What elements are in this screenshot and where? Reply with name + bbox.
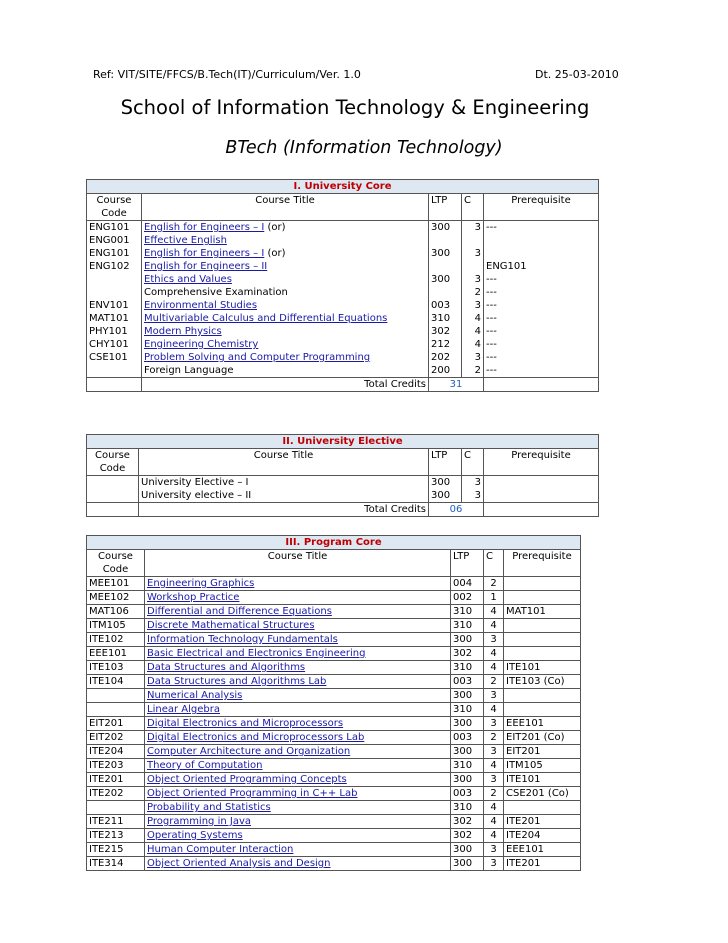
course-prerequisite: ITE103 (Co) — [504, 675, 581, 689]
course-code: ITE215 — [87, 843, 145, 857]
course-title — [145, 759, 451, 773]
course-title — [142, 312, 429, 325]
course-credits: 3 — [484, 689, 504, 703]
course-title-link[interactable]: Ethics and Values — [144, 274, 232, 285]
course-prerequisite: --- — [484, 286, 599, 299]
course-title — [142, 364, 429, 378]
course-code — [87, 689, 145, 703]
table-row — [87, 857, 581, 871]
total-empty — [87, 503, 139, 517]
course-title — [145, 857, 451, 871]
course-ltp: 003 — [429, 299, 462, 312]
course-code: ENG101 — [87, 247, 142, 260]
course-credits: 2 — [484, 577, 504, 591]
course-ltp: 310 — [451, 605, 484, 619]
section-heading-row — [87, 435, 599, 449]
course-ltp: 212 — [429, 338, 462, 351]
course-code — [87, 703, 145, 717]
course-ltp — [429, 234, 462, 247]
course-prerequisite: EEE101 — [504, 717, 581, 731]
table-row — [87, 815, 581, 829]
column-header-c: C — [484, 550, 504, 577]
course-code: ITE213 — [87, 829, 145, 843]
course-ltp: 300 — [429, 221, 462, 235]
course-title-link[interactable]: Theory of Computation — [147, 760, 263, 771]
table-row — [87, 689, 581, 703]
course-prerequisite: ITE101 — [504, 661, 581, 675]
column-header-course-code — [87, 550, 145, 577]
table-row — [87, 312, 599, 325]
course-credits: 4 — [462, 312, 484, 325]
course-credits: 4 — [484, 619, 504, 633]
course-title-text: University Elective – I — [141, 477, 249, 488]
table-row — [87, 247, 599, 260]
course-title — [142, 351, 429, 364]
course-code: ITE211 — [87, 815, 145, 829]
course-credits: 2 — [484, 675, 504, 689]
course-title-link[interactable]: Discrete Mathematical Structures — [147, 620, 315, 631]
column-header-prerequisite: Prerequisite — [504, 550, 581, 577]
table-row — [87, 338, 599, 351]
course-prerequisite — [504, 577, 581, 591]
course-credits: 4 — [462, 338, 484, 351]
course-prerequisite: --- — [484, 312, 599, 325]
course-title — [145, 591, 451, 605]
course-ltp: 003 — [451, 787, 484, 801]
course-ltp: 310 — [451, 661, 484, 675]
course-title — [145, 787, 451, 801]
course-title-link[interactable]: Environmental Studies — [144, 300, 258, 311]
column-header-prerequisite: Prerequisite — [484, 194, 599, 221]
course-ltp: 004 — [451, 577, 484, 591]
total-credits-row — [87, 503, 599, 517]
table-row — [87, 787, 581, 801]
column-header-c: C — [462, 194, 484, 221]
course-prerequisite: MAT101 — [504, 605, 581, 619]
course-code: ITE204 — [87, 745, 145, 759]
course-ltp — [429, 260, 462, 273]
course-title-link[interactable]: Engineering Graphics — [147, 578, 255, 589]
course-code — [87, 286, 142, 299]
table-row — [87, 619, 581, 633]
course-credits: 4 — [484, 815, 504, 829]
course-ltp: 310 — [451, 619, 484, 633]
course-prerequisite: --- — [484, 299, 599, 312]
course-prerequisite: ITM105 — [504, 759, 581, 773]
course-prerequisite — [484, 489, 599, 503]
course-title — [145, 801, 451, 815]
document-date: Dt. 25-03-2010 — [535, 68, 619, 81]
course-title-link[interactable]: Operating Systems — [147, 830, 243, 841]
course-prerequisite — [504, 633, 581, 647]
course-credits: 4 — [462, 325, 484, 338]
table-row — [87, 731, 581, 745]
course-ltp: 302 — [451, 647, 484, 661]
course-title — [145, 577, 451, 591]
course-title — [139, 476, 429, 490]
course-title-link[interactable]: Data Structures and Algorithms — [147, 662, 306, 673]
total-credits-label: Total Credits — [142, 378, 429, 392]
course-title-text: Comprehensive Examination — [144, 287, 288, 298]
course-title — [142, 299, 429, 312]
course-ltp: 310 — [451, 801, 484, 815]
course-title-link[interactable]: English for Engineers – II — [144, 261, 268, 272]
course-code: ITE314 — [87, 857, 145, 871]
table-row — [87, 325, 599, 338]
table-row — [87, 773, 581, 787]
total-credits-label: Total Credits — [139, 503, 429, 517]
course-ltp: 300 — [451, 773, 484, 787]
course-credits: 2 — [462, 286, 484, 299]
course-code: CSE101 — [87, 351, 142, 364]
total-empty — [484, 503, 599, 517]
table-row — [87, 299, 599, 312]
course-credits: 3 — [462, 476, 484, 490]
course-ltp: 300 — [429, 476, 462, 490]
course-code: EEE101 — [87, 647, 145, 661]
course-code: EIT202 — [87, 731, 145, 745]
course-prerequisite — [484, 247, 599, 260]
column-header-title: Course Title — [145, 550, 451, 577]
table-row — [87, 591, 581, 605]
course-prerequisite: EEE101 — [504, 843, 581, 857]
course-title-link[interactable]: Object Oriented Programming in C++ Lab — [147, 788, 358, 799]
section-heading: I. University Core — [87, 180, 599, 194]
course-credits: 3 — [484, 633, 504, 647]
course-title-link[interactable]: Engineering Chemistry — [144, 339, 259, 350]
course-title — [142, 325, 429, 338]
table-row — [87, 260, 599, 273]
total-credits-row — [87, 378, 599, 392]
course-ltp — [429, 286, 462, 299]
column-header-row — [87, 550, 581, 577]
course-credits: 4 — [484, 829, 504, 843]
section-heading-row — [87, 536, 581, 550]
table-row — [87, 829, 581, 843]
course-code: EIT201 — [87, 717, 145, 731]
course-prerequisite: ITE201 — [504, 857, 581, 871]
course-code: MEE102 — [87, 591, 145, 605]
course-ltp: 300 — [429, 273, 462, 286]
table-row — [87, 633, 581, 647]
course-code: ENG001 — [87, 234, 142, 247]
course-ltp: 302 — [451, 829, 484, 843]
course-title — [145, 731, 451, 745]
course-credits: 3 — [462, 351, 484, 364]
course-title-link[interactable]: Multivariable Calculus and Differential Equations — [144, 313, 388, 324]
column-header-course-code — [87, 194, 142, 221]
course-ltp: 310 — [451, 759, 484, 773]
header-code: Code — [101, 208, 127, 219]
course-ltp: 002 — [451, 591, 484, 605]
table-row — [87, 234, 599, 247]
course-title-suffix: (or) — [264, 248, 286, 259]
program-core-table — [86, 535, 581, 871]
column-header-c: C — [462, 449, 484, 476]
course-title-text: University elective – II — [141, 490, 252, 501]
course-prerequisite — [504, 591, 581, 605]
course-credits: 3 — [462, 273, 484, 286]
header-course: Course — [98, 551, 133, 562]
document-reference: Ref: VIT/SITE/FFCS/B.Tech(IT)/Curriculum/Ver. 1.0 — [93, 68, 361, 81]
course-prerequisite: ITE101 — [504, 773, 581, 787]
course-title — [145, 689, 451, 703]
course-title — [142, 338, 429, 351]
course-title-link[interactable]: English for Engineers – I — [144, 222, 265, 233]
course-ltp: 302 — [451, 815, 484, 829]
course-ltp: 300 — [429, 489, 462, 503]
course-title — [142, 221, 429, 235]
course-code: ITM105 — [87, 619, 145, 633]
course-credits: 3 — [462, 299, 484, 312]
table-row — [87, 759, 581, 773]
table-row — [87, 745, 581, 759]
course-prerequisite: ITE201 — [504, 815, 581, 829]
course-code: MAT106 — [87, 605, 145, 619]
column-header-course-code — [87, 449, 139, 476]
course-code: ITE202 — [87, 787, 145, 801]
course-title-suffix: (or) — [264, 222, 286, 233]
course-code: ITE104 — [87, 675, 145, 689]
course-title — [142, 247, 429, 260]
course-title-link[interactable]: Object Oriented Programming Concepts — [147, 774, 347, 785]
course-title — [145, 745, 451, 759]
course-code: ENV101 — [87, 299, 142, 312]
course-credits: 3 — [462, 247, 484, 260]
course-prerequisite — [484, 234, 599, 247]
page-subtitle — [0, 138, 728, 158]
course-credits: 2 — [462, 364, 484, 378]
column-header-ltp: LTP — [429, 194, 462, 221]
course-title-link[interactable]: Digital Electronics and Microprocessors — [147, 718, 344, 729]
course-ltp: 310 — [429, 312, 462, 325]
course-credits: 1 — [484, 591, 504, 605]
course-code: ITE102 — [87, 633, 145, 647]
course-title-link[interactable]: Problem Solving and Computer Programming — [144, 352, 371, 363]
course-title-link[interactable]: Computer Architecture and Organization — [147, 746, 351, 757]
course-prerequisite — [504, 619, 581, 633]
course-title-link[interactable]: Information Technology Fundamentals — [147, 634, 338, 645]
table-row — [87, 843, 581, 857]
course-prerequisite: --- — [484, 221, 599, 235]
course-title — [145, 703, 451, 717]
course-title — [142, 234, 429, 247]
course-title — [145, 717, 451, 731]
course-credits: 2 — [484, 731, 504, 745]
course-ltp: 300 — [451, 689, 484, 703]
course-title-link[interactable]: Data Structures and Algorithms Lab — [147, 676, 327, 687]
course-title-link[interactable]: Digital Electronics and Microprocessors Lab — [147, 732, 365, 743]
course-prerequisite: --- — [484, 364, 599, 378]
course-code: ENG101 — [87, 221, 142, 235]
course-ltp: 003 — [451, 731, 484, 745]
table-row — [87, 661, 581, 675]
header-code: Code — [99, 463, 126, 474]
university-elective-table — [86, 434, 599, 517]
table-row — [87, 647, 581, 661]
course-title — [145, 619, 451, 633]
table-row — [87, 577, 581, 591]
course-prerequisite: EIT201 — [504, 745, 581, 759]
course-title-link[interactable]: Workshop Practice — [147, 592, 240, 603]
course-title-link[interactable]: Human Computer Interaction — [147, 844, 294, 855]
course-title-link[interactable]: Basic Electrical and Electronics Engineering — [147, 648, 366, 659]
total-empty — [484, 378, 599, 392]
page-subtitle-text: BTech (Information Technology) — [225, 138, 503, 158]
course-title — [145, 843, 451, 857]
course-title — [142, 260, 429, 273]
page-title-text: School of Information Technology & Engineering — [120, 96, 590, 119]
course-title-link[interactable]: Effective English — [144, 235, 227, 246]
column-header-title: Course Title — [142, 194, 429, 221]
course-title — [142, 273, 429, 286]
course-title — [145, 633, 451, 647]
course-ltp: 300 — [451, 745, 484, 759]
course-code: ITE201 — [87, 773, 145, 787]
course-title-link[interactable]: Object Oriented Analysis and Design — [147, 858, 331, 869]
course-prerequisite — [504, 647, 581, 661]
course-prerequisite — [504, 801, 581, 815]
course-prerequisite: ITE204 — [504, 829, 581, 843]
course-credits: 3 — [462, 221, 484, 235]
course-code: CHY101 — [87, 338, 142, 351]
university-core-table — [86, 179, 599, 392]
total-credits-value: 31 — [429, 378, 484, 392]
course-code: ENG102 — [87, 260, 142, 273]
course-credits: 4 — [484, 605, 504, 619]
course-title-link[interactable]: Linear Algebra — [147, 704, 220, 715]
course-prerequisite: --- — [484, 325, 599, 338]
table-row — [87, 273, 599, 286]
course-credits: 3 — [484, 773, 504, 787]
course-code — [87, 273, 142, 286]
course-code: ITE103 — [87, 661, 145, 675]
course-credits: 3 — [484, 857, 504, 871]
course-credits: 3 — [484, 745, 504, 759]
course-title — [145, 773, 451, 787]
column-header-prerequisite: Prerequisite — [484, 449, 599, 476]
course-prerequisite: --- — [484, 351, 599, 364]
course-title-link[interactable]: Numerical Analysis — [147, 690, 243, 701]
course-title — [145, 647, 451, 661]
course-title — [145, 815, 451, 829]
course-ltp: 310 — [451, 703, 484, 717]
column-header-title: Course Title — [139, 449, 429, 476]
table-row — [87, 717, 581, 731]
course-title — [139, 489, 429, 503]
course-ltp: 300 — [451, 843, 484, 857]
course-code — [87, 476, 139, 490]
course-credits — [462, 234, 484, 247]
course-prerequisite: --- — [484, 273, 599, 286]
course-credits: 3 — [484, 717, 504, 731]
header-code: Code — [102, 564, 129, 575]
table-row — [87, 286, 599, 299]
course-title — [142, 286, 429, 299]
course-code — [87, 364, 142, 378]
course-credits: 4 — [484, 759, 504, 773]
table-row — [87, 476, 599, 490]
course-ltp: 300 — [429, 247, 462, 260]
total-credits-value: 06 — [429, 503, 484, 517]
course-credits — [462, 260, 484, 273]
course-prerequisite: ENG101 — [484, 260, 599, 273]
course-code: MAT101 — [87, 312, 142, 325]
section-heading: II. University Elective — [87, 435, 599, 449]
column-header-row — [87, 449, 599, 476]
header-course: Course — [95, 450, 130, 461]
course-ltp: 200 — [429, 364, 462, 378]
course-title — [145, 829, 451, 843]
table-row — [87, 801, 581, 815]
course-credits: 3 — [462, 489, 484, 503]
course-ltp: 202 — [429, 351, 462, 364]
course-prerequisite: --- — [484, 338, 599, 351]
column-header-row — [87, 194, 599, 221]
table-row — [87, 675, 581, 689]
column-header-ltp: LTP — [429, 449, 462, 476]
course-prerequisite — [504, 703, 581, 717]
table-row — [87, 703, 581, 717]
course-title — [145, 675, 451, 689]
table-row — [87, 221, 599, 235]
table-row — [87, 364, 599, 378]
course-credits: 4 — [484, 647, 504, 661]
course-code — [87, 801, 145, 815]
course-code: MEE101 — [87, 577, 145, 591]
course-title-link[interactable]: Modern Physics — [144, 326, 222, 337]
course-title-link[interactable]: Programming in Java — [147, 816, 251, 827]
course-title-link[interactable]: English for Engineers – I — [144, 248, 265, 259]
course-code: ITE203 — [87, 759, 145, 773]
course-ltp: 003 — [451, 675, 484, 689]
header-course: Course — [96, 195, 132, 206]
course-code: PHY101 — [87, 325, 142, 338]
section-heading-row — [87, 180, 599, 194]
course-prerequisite — [484, 476, 599, 490]
course-ltp: 300 — [451, 633, 484, 647]
course-title-link[interactable]: Differential and Difference Equations — [147, 606, 332, 617]
total-empty — [87, 378, 142, 392]
course-title-text: Foreign Language — [144, 365, 234, 376]
course-credits: 3 — [484, 843, 504, 857]
course-ltp: 300 — [451, 717, 484, 731]
section-heading: III. Program Core — [87, 536, 581, 550]
course-credits: 4 — [484, 703, 504, 717]
table-row — [87, 351, 599, 364]
course-title — [145, 661, 451, 675]
course-ltp: 300 — [451, 857, 484, 871]
course-title-link[interactable]: Probability and Statistics — [147, 802, 271, 813]
course-credits: 4 — [484, 661, 504, 675]
course-title — [145, 605, 451, 619]
table-row — [87, 605, 581, 619]
course-credits: 2 — [484, 787, 504, 801]
column-header-ltp: LTP — [451, 550, 484, 577]
course-prerequisite: EIT201 (Co) — [504, 731, 581, 745]
course-ltp: 302 — [429, 325, 462, 338]
course-prerequisite — [504, 689, 581, 703]
page-title — [0, 96, 728, 119]
table-row — [87, 489, 599, 503]
course-prerequisite: CSE201 (Co) — [504, 787, 581, 801]
course-code — [87, 489, 139, 503]
course-credits: 4 — [484, 801, 504, 815]
